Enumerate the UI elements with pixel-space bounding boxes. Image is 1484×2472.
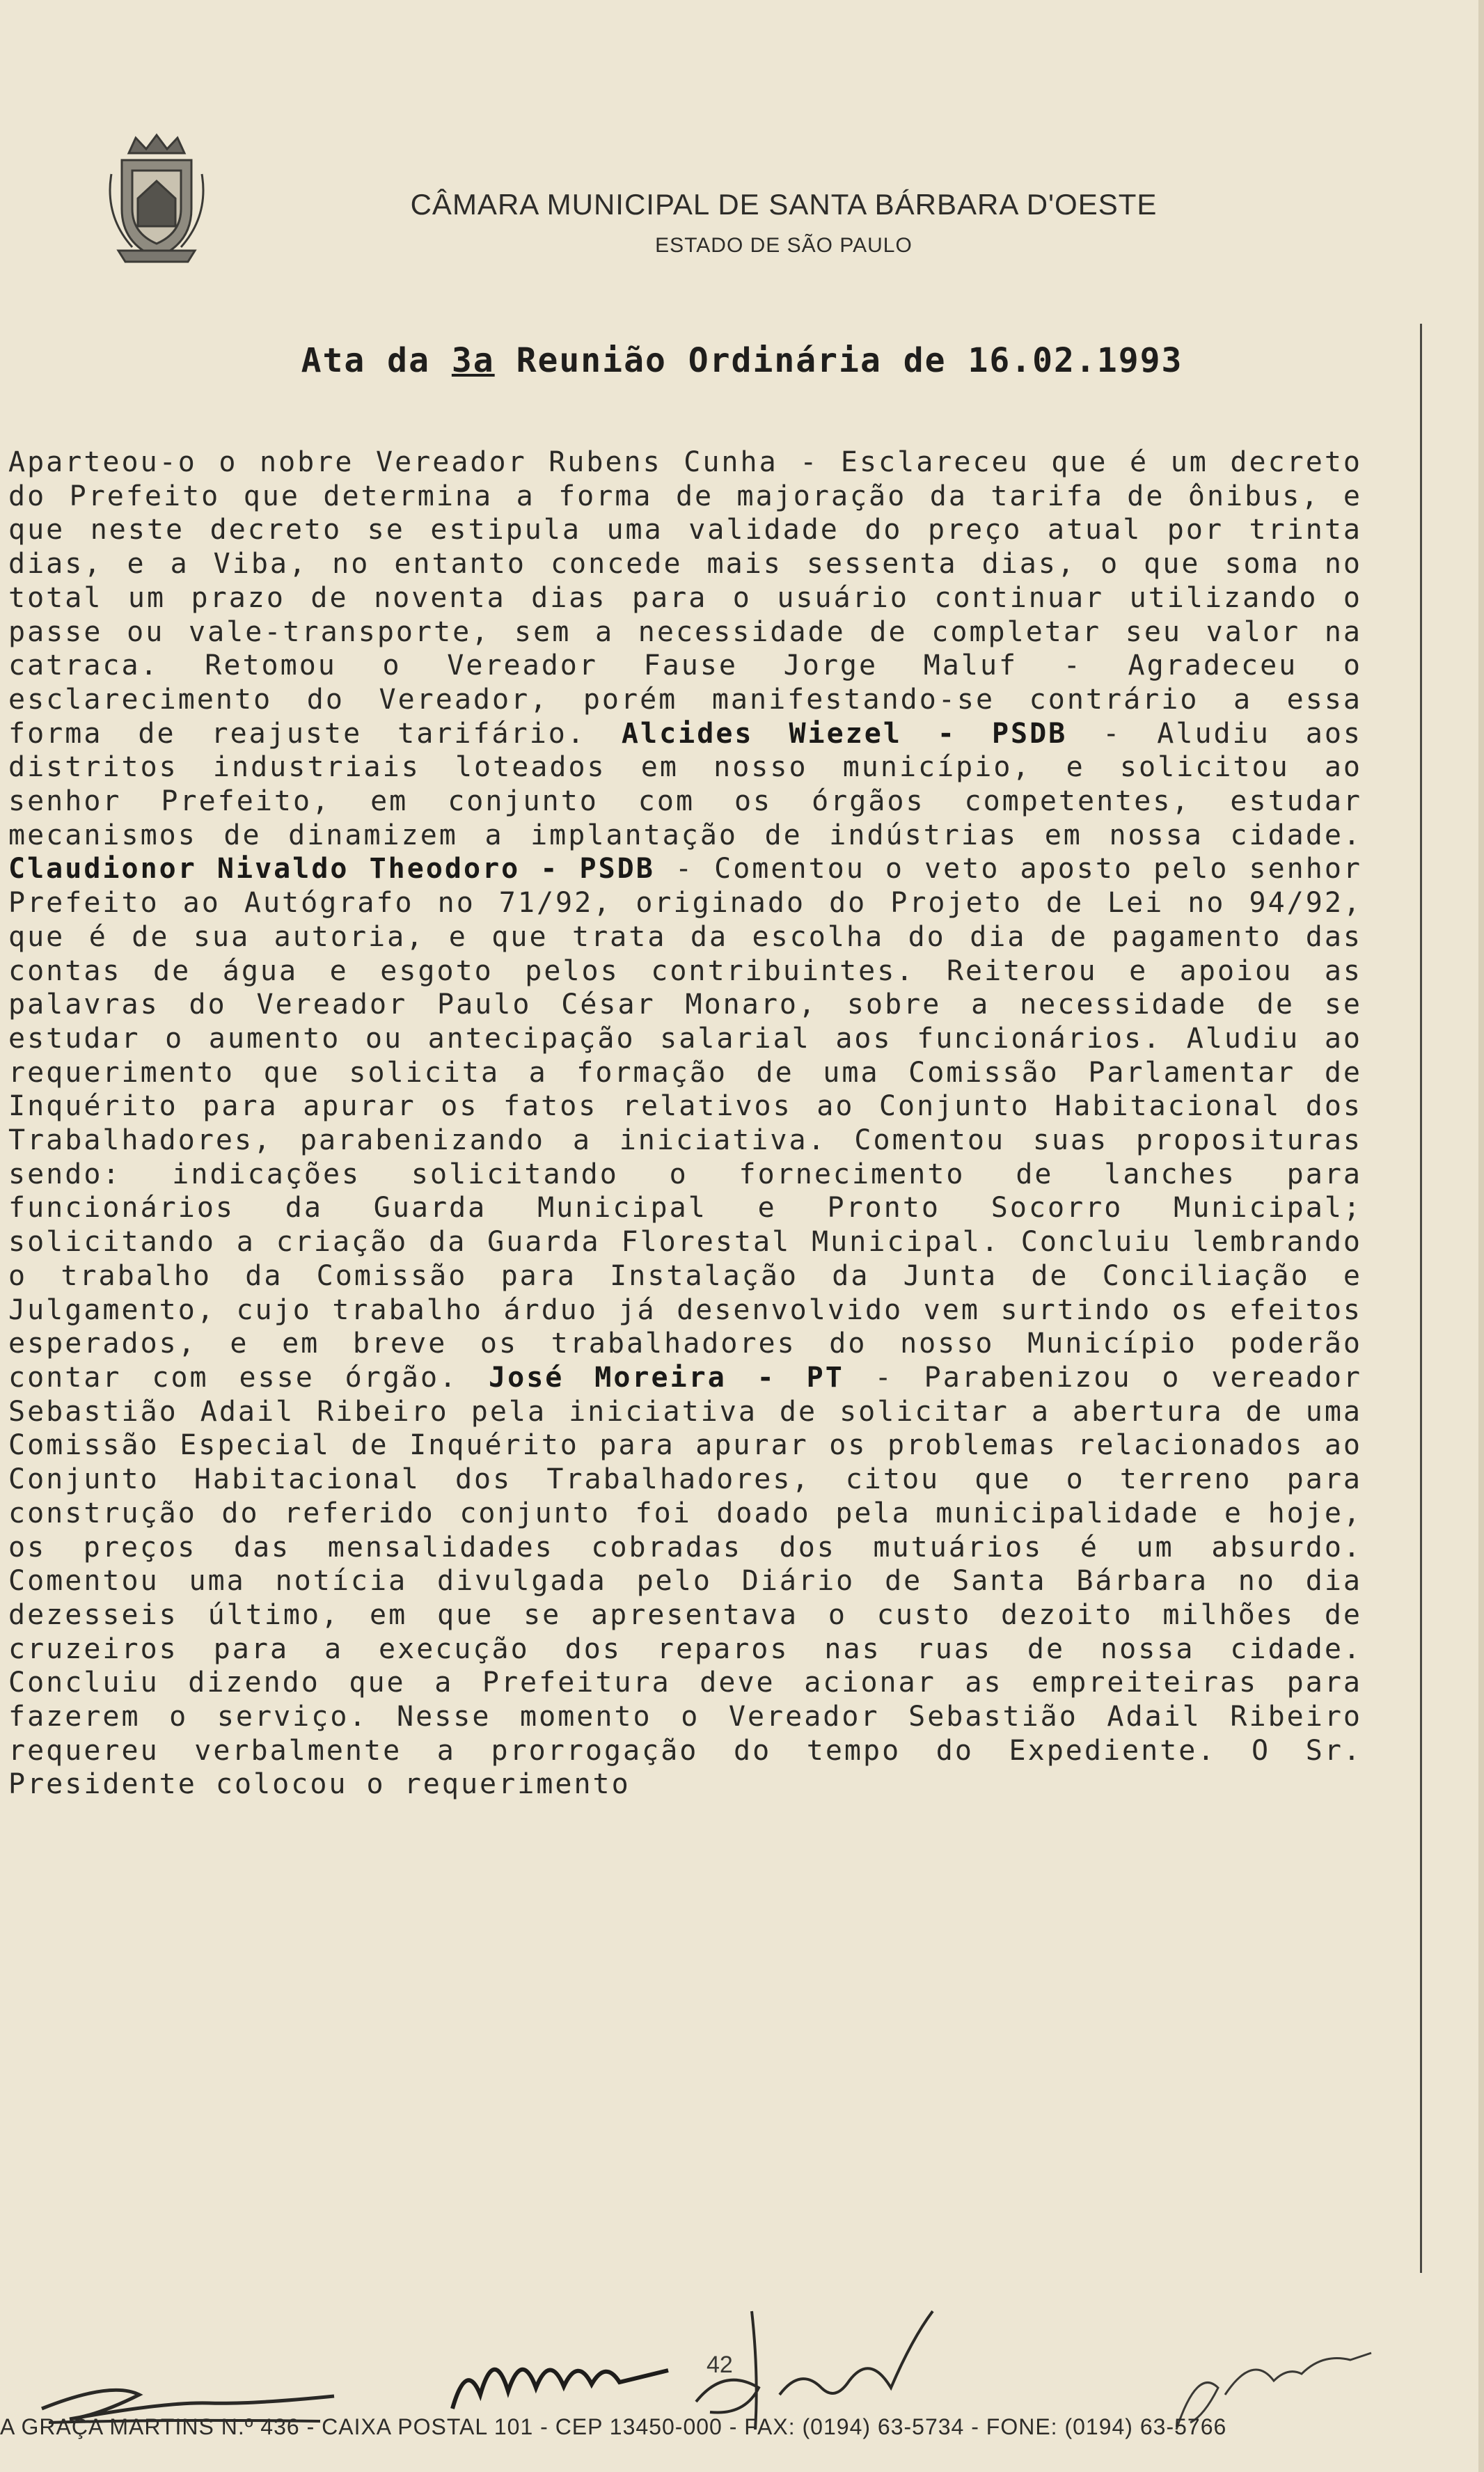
body-paragraph: [8, 446, 1362, 1802]
page-number: 42: [707, 2352, 733, 2378]
body-text-2: - Aludiu aos distritos industriais loteados em nosso município, e solicitou ao senhor Prefeito, em conjunto com os órgãos competentes, estudar mecanismos de dinamizem a implantação de indústrias em nossa cidade.: [8, 717, 1362, 851]
margin-rule: [1420, 324, 1422, 2273]
body-text-1: Aparteou-o o nobre Vereador Rubens Cunha - Esclareceu que é um decreto do Prefeito que determina a forma de majoração da tarifa de ônibus, e que neste decreto se estipula uma validade do preço atual por trinta dias, e a Viba, no entanto concede mais sessenta dias, o que soma no total um prazo de noventa dias para o usuário continuar utilizando o passe ou vale-transporte, sem a necessidade de completar seu valor na catraca. Retomou o Vereador Fause Jorge Maluf - Agradeceu o esclarecimento do Vereador, porém manifestando-se contrário a essa forma de reajuste tarifário.: [8, 446, 1362, 750]
scan-edge: [1478, 0, 1484, 2472]
signature-2-icon: [445, 2332, 675, 2423]
speaker-name: Claudionor Nivaldo Theodoro - PSDB: [8, 853, 655, 885]
institution-name: CÂMARA MUNICIPAL DE SANTA BÁRBARA D'OESTE: [410, 188, 1158, 221]
title-ordinal: 3a: [451, 341, 495, 380]
minutes-title: [0, 341, 1484, 380]
minutes-body: [8, 446, 1362, 1802]
title-suffix: Reunião Ordinária de 16.02.1993: [494, 341, 1183, 380]
title-prefix: Ata da: [301, 341, 452, 380]
state-name: ESTADO DE SÃO PAULO: [655, 234, 913, 257]
body-text-3: - Comentou o veto aposto pelo senhor Prefeito ao Autógrafo no 71/92, originado do Projeto de Lei no 94/92, que é de sua autoria, e que trata da escolha do dia de pagamento das contas de água e esgoto pelos contribuintes. Reiterou e apoiou as palavras do Vereador Paulo César Monaro, sobre a necessidade de se estudar o aumento ou antecipação salarial aos funcionários. Aludiu ao requerimento que solicita a formação de uma Comissão Parlamentar de Inquérito para apurar os fatos relativos ao Conjunto Habitacional dos Trabalhadores, parabenizando a iniciativa. Comentou suas proposituras sendo: indicações solicitando o fornecimento de lanches para funcionários da Guarda Municipal e Pronto Socorro Municipal; solicitando a criação da Guarda Florestal Municipal. Concluiu lembrando o trabalho da Comissão para Instalação da Junta de Conciliação e Julgamento, cujo trabalho árduo já desenvolvido vem surtindo os efeitos esperados, e em breve os trabalhadores do nosso Município poderão contar com esse órgão.: [8, 853, 1363, 1394]
speaker-name: José Moreira - PT: [489, 1361, 844, 1394]
body-text-4: - Parabenizou o vereador Sebastião Adail Ribeiro pela iniciativa de solicitar a abertura de uma Comissão Especial de Inquérito para apurar os problemas relacionados ao Conjunto Habitacional dos Trabalhadores, citou que o terreno para construção do referido conjunto foi doado pela municipalidade e hoje, os preços das mensalidades cobradas dos mutuários é um absurdo. Comentou uma notícia divulgada pelo Diário de Santa Bárbara no dia dezesseis último, em que se apresentava o custo dezoito milhões de cruzeiros para a execução dos reparos nas ruas de nossa cidade. Concluiu dizendo que a Prefeitura deve acionar as empreiteiras para fazerem o serviço. Nesse momento o Vereador Sebastião Adail Ribeiro requereu verbalmente a prorrogação do tempo do Expediente. O Sr. Presidente colocou o requerimento: [8, 1361, 1362, 1801]
address-footer: A GRAÇA MARTINS N.º 436 - CAIXA POSTAL 101 - CEP 13450-000 - FAX: (0194) 63-5734 - FONE: (0194) 63-5766: [0, 2414, 1227, 2439]
speaker-name: Alcides Wiezel - PSDB: [621, 717, 1068, 750]
